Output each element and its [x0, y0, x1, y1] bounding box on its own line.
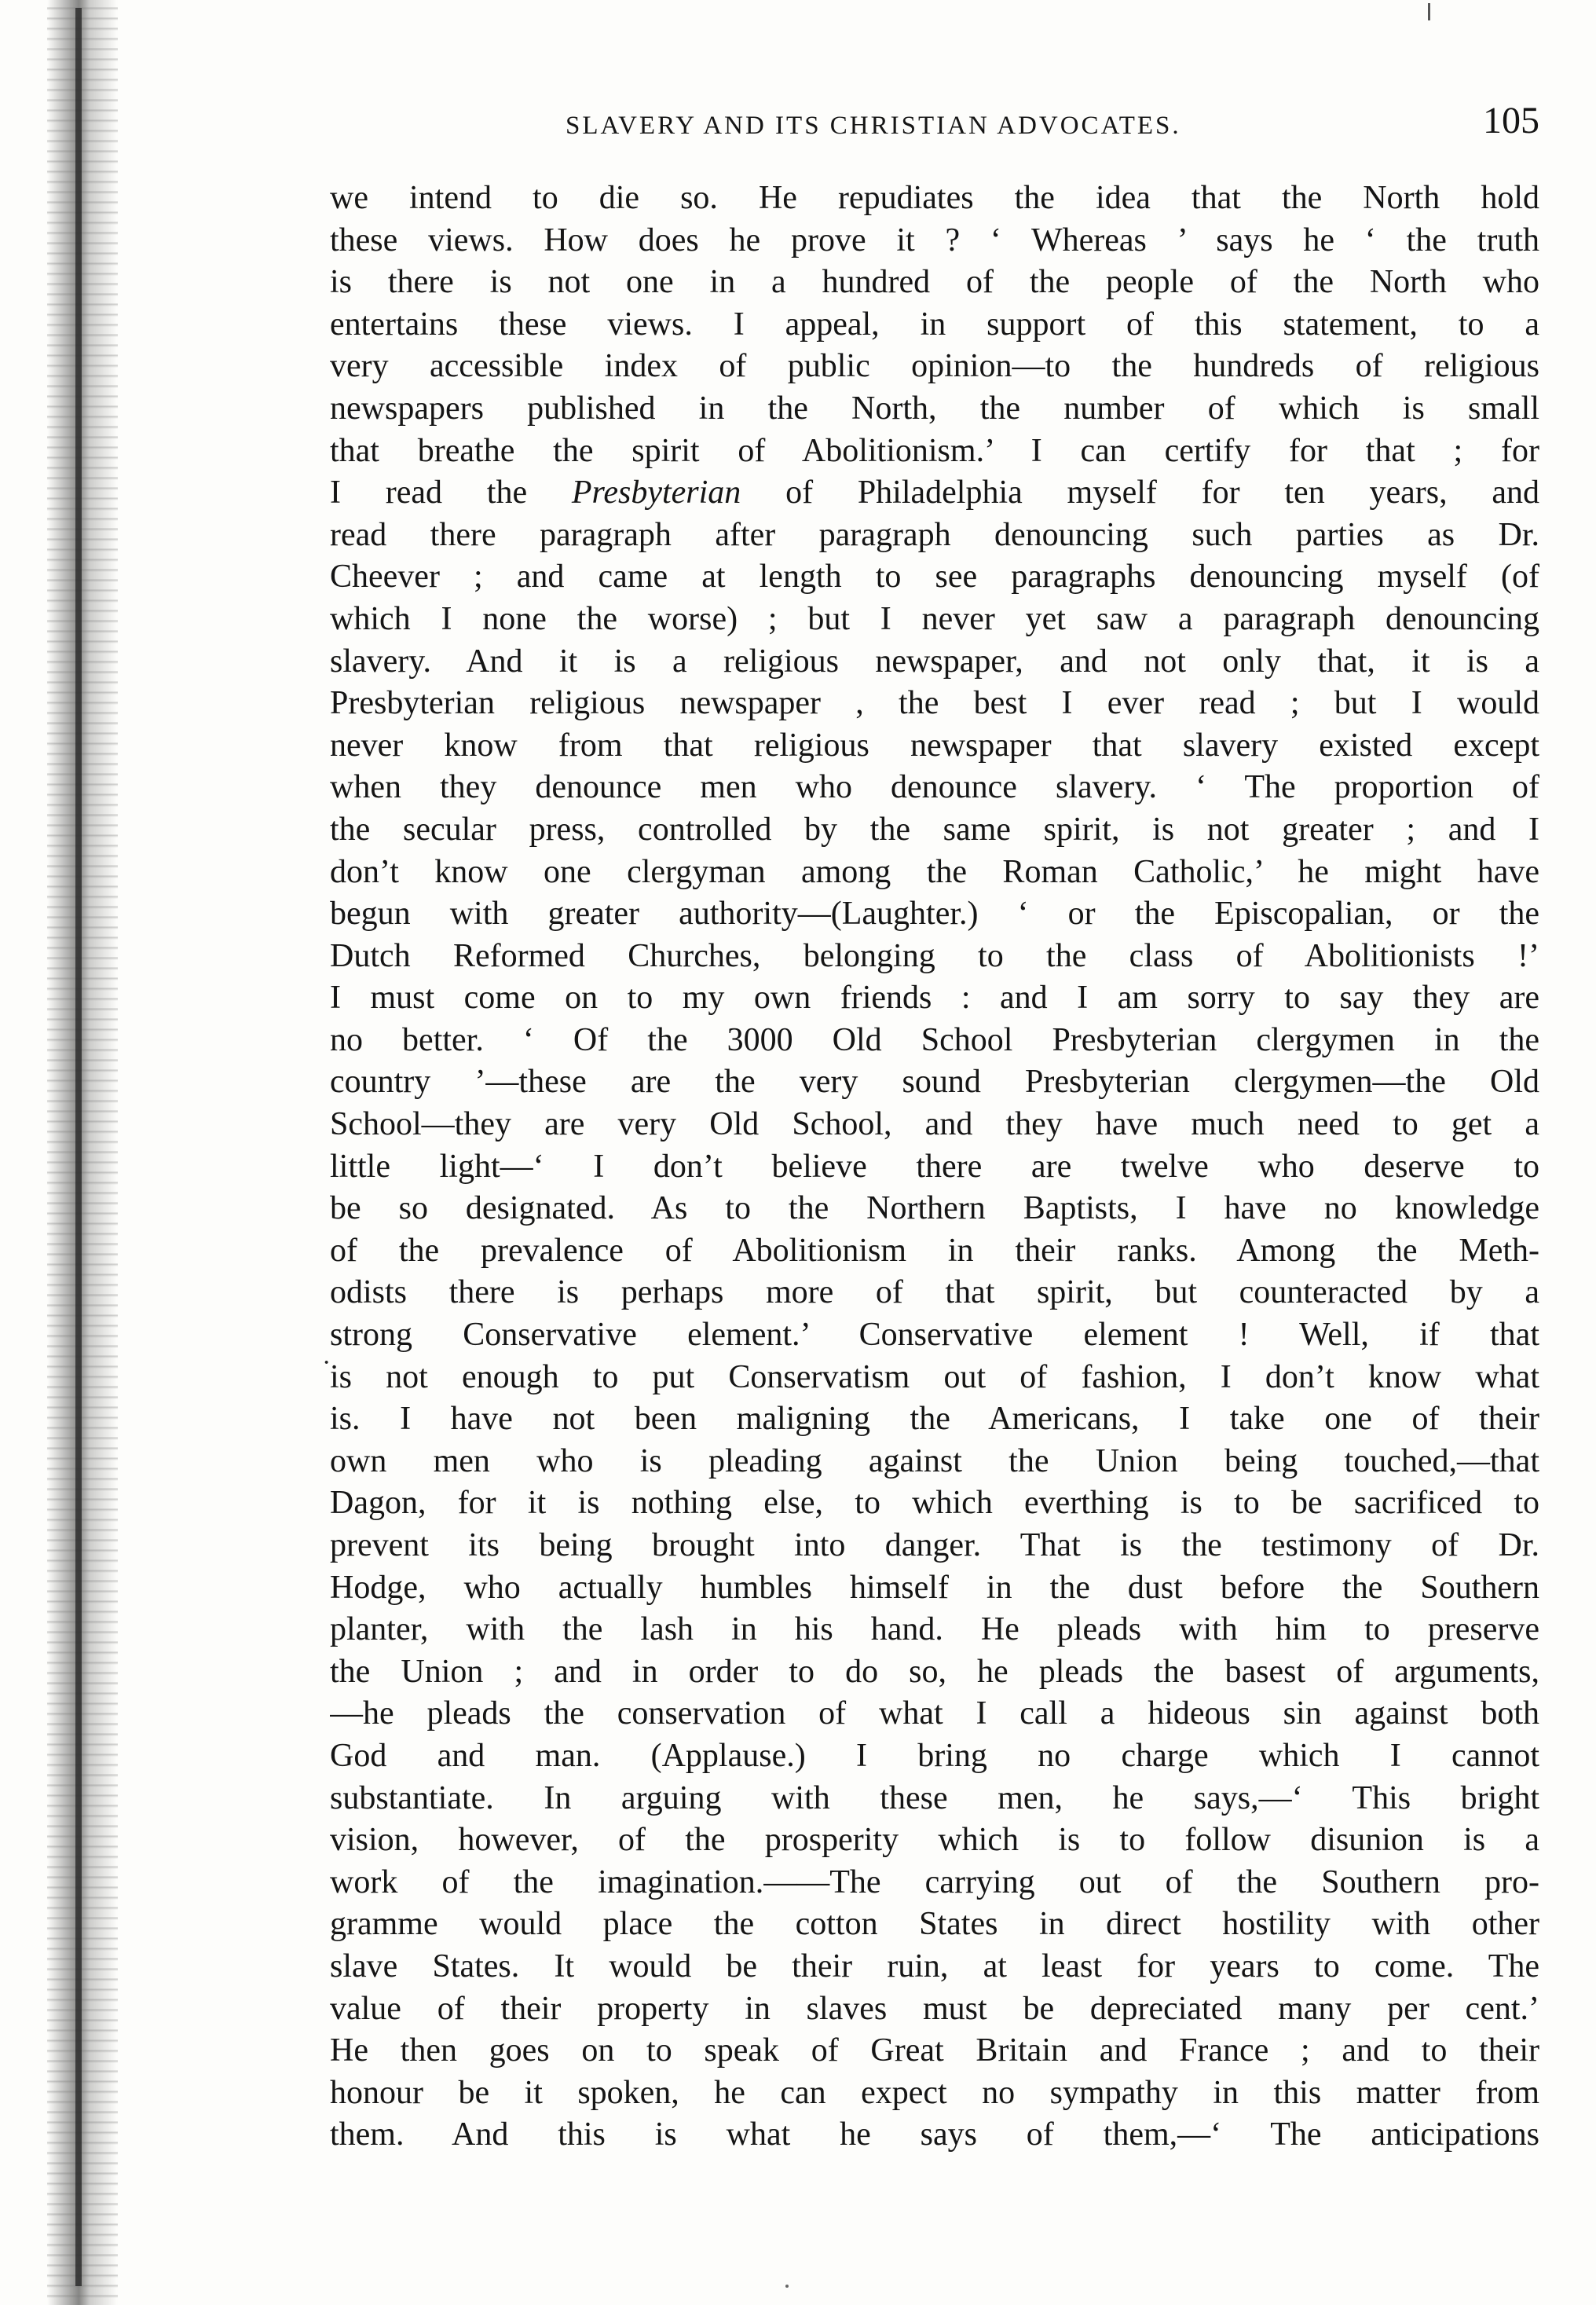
- text-line: planter, with the lash in his hand. He pleads with him to preserve: [330, 1611, 1539, 1648]
- text-line: that breathe the spirit of Abolitionism.’ I can certify for that ; for: [330, 432, 1539, 469]
- page-number: 105: [1483, 100, 1539, 141]
- binding-edge-line: [75, 8, 82, 2286]
- text-line: Dagon, for it is nothing else, to which everthing is to be sacrificed to: [330, 1485, 1539, 1522]
- text-line: is not enough to put Conservatism out of fashion, I don’t know what: [330, 1358, 1539, 1395]
- text-line: them. And this is what he says of them,—‘ The anticipations: [330, 2116, 1539, 2153]
- scan-artifact-dot: [785, 2285, 789, 2288]
- text-line: honour be it spoken, he can expect no sympathy in this matter from: [330, 2074, 1539, 2111]
- text-line: is. I have not been maligning the Americans, I take one of their: [330, 1401, 1539, 1438]
- text-line: value of their property in slaves must be depreciated many per cent.’: [330, 1990, 1539, 2027]
- text-line: substantiate. In arguing with these men, he says,—‘ This bright: [330, 1779, 1539, 1816]
- text-line: Cheever ; and came at length to see paragraphs denouncing myself (of: [330, 559, 1539, 595]
- text-line: slavery. And it is a religious newspaper, and not only that, it is a: [330, 643, 1539, 680]
- scan-artifact-tick: [1428, 3, 1430, 20]
- body-text: [330, 178, 1539, 2157]
- text-line: we intend to die so. He repudiates the idea that the North hold: [330, 180, 1539, 216]
- text-line: prevent its being brought into danger. That is the testimony of Dr.: [330, 1527, 1539, 1563]
- text-line: the Union ; and in order to do so, he pleads the basest of arguments,: [330, 1653, 1539, 1690]
- text-line: vision, however, of the prosperity which is to follow disunion is a: [330, 1822, 1539, 1859]
- text-line: of the prevalence of Abolitionism in their ranks. Among the Meth-: [330, 1232, 1539, 1269]
- text-line: gramme would place the cotton States in direct hostility with other: [330, 1906, 1539, 1943]
- text-line: these views. How does he prove it ? ‘ Whereas ’ says he ‘ the truth: [330, 222, 1539, 258]
- text-line: Dutch Reformed Churches, belonging to the class of Abolitionists !’: [330, 937, 1539, 974]
- text-line: don’t know one clergyman among the Roman Catholic,’ he might have: [330, 853, 1539, 890]
- text-line: country ’—these are the very sound Presbyterian clergymen—the Old: [330, 1064, 1539, 1101]
- text-line: little light—‘ I don’t believe there are twelve who deserve to: [330, 1148, 1539, 1185]
- margin-mark: ·: [322, 1348, 331, 1377]
- text-line: newspapers published in the North, the number of which is small: [330, 390, 1539, 427]
- text-line: never know from that religious newspaper that slavery existed except: [330, 727, 1539, 764]
- text-line: be so designated. As to the Northern Baptists, I have no knowledge: [330, 1190, 1539, 1227]
- text-line: School—they are very Old School, and they have much need to get a: [330, 1106, 1539, 1143]
- text-line: begun with greater authority—(Laughter.) ‘ or the Episcopalian, or the: [330, 896, 1539, 933]
- newspaper-title: Presbyterian: [571, 475, 741, 511]
- text-line: God and man. (Applause.) I bring no charge which I cannot: [330, 1737, 1539, 1774]
- text-line: when they denounce men who denounce slavery. ‘ The proportion of: [330, 769, 1539, 806]
- text-line: I must come on to my own friends : and I am sorry to say they are: [330, 980, 1539, 1017]
- text-line: Hodge, who actually humbles himself in the dust before the Southern: [330, 1569, 1539, 1606]
- text-line: entertains these views. I appeal, in support of this statement, to a: [330, 306, 1539, 343]
- text-line: I read the Presbyterian of Philadelphia myself for ten years, and: [330, 475, 1539, 511]
- text-line: which I none the worse) ; but I never yet saw a paragraph denouncing: [330, 600, 1539, 637]
- text-line: slave States. It would be their ruin, at least for years to come. The: [330, 1948, 1539, 1984]
- text-line: He then goes on to speak of Great Britain and France ; and to their: [330, 2032, 1539, 2069]
- text-line: very accessible index of public opinion—to the hundreds of religious: [330, 348, 1539, 385]
- text-line: own men who is pleading against the Union being touched,—that: [330, 1442, 1539, 1479]
- running-head-title: SLAVERY AND ITS CHRISTIAN ADVOCATES.: [566, 112, 1181, 140]
- text-line: strong Conservative element.’ Conservative element ! Well, if that: [330, 1317, 1539, 1354]
- text-line: no better. ‘ Of the 3000 Old School Presbyterian clergymen in the: [330, 1021, 1539, 1058]
- text-line: work of the imagination.——The carrying out of the Southern pro-: [330, 1863, 1539, 1900]
- binding-gutter-shadow: [47, 0, 118, 2305]
- running-head: [330, 94, 1539, 149]
- text-line: is there is not one in a hundred of the people of the North who: [330, 264, 1539, 301]
- text-line: odists there is perhaps more of that spirit, but counteracted by a: [330, 1274, 1539, 1311]
- text-line: —he pleads the conservation of what I call a hideous sin against both: [330, 1695, 1539, 1732]
- text-line: Presbyterian religious newspaper , the best I ever read ; but I would: [330, 685, 1539, 722]
- text-line: the secular press, controlled by the same spirit, is not greater ; and I: [330, 811, 1539, 848]
- text-line: read there paragraph after paragraph denouncing such parties as Dr.: [330, 516, 1539, 553]
